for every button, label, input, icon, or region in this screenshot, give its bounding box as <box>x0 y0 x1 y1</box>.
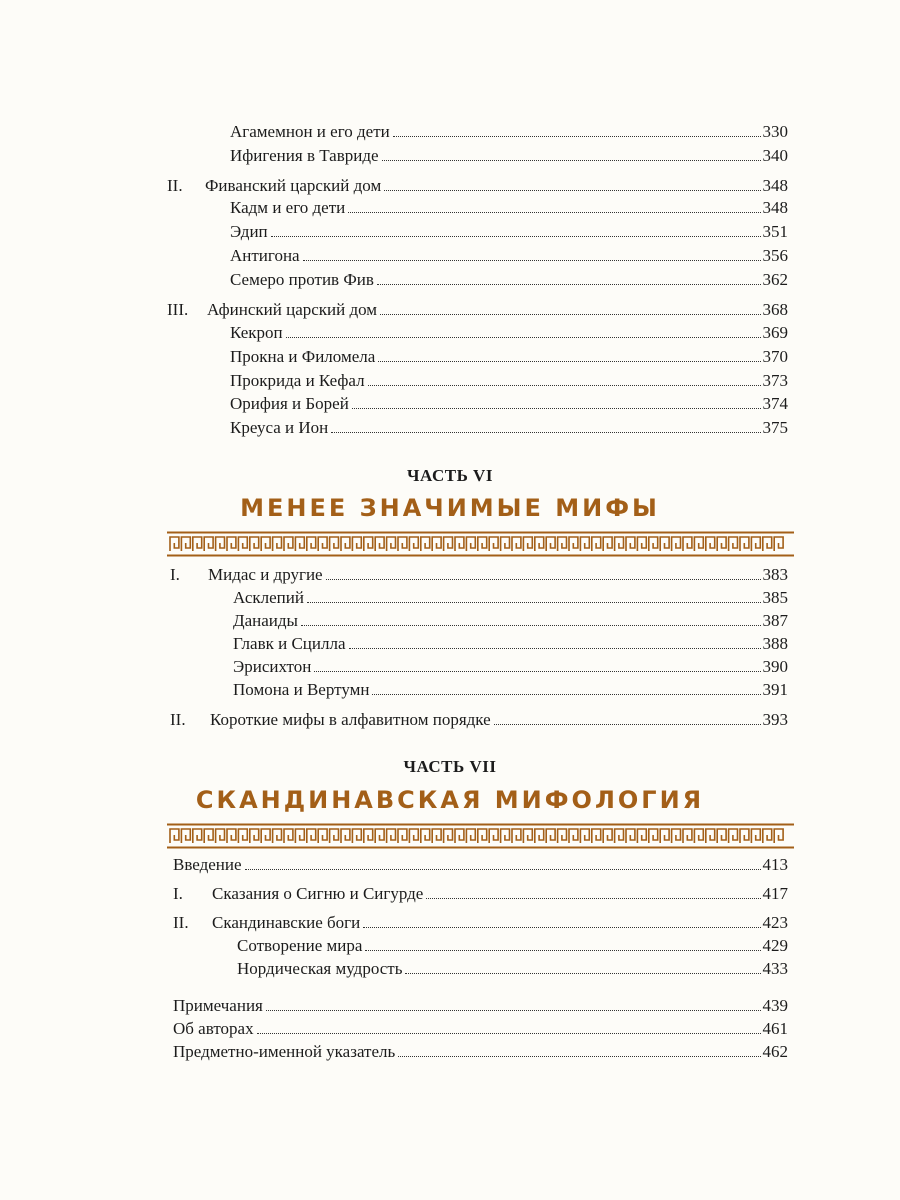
toc-entry-title: Афинский царский дом <box>207 300 378 319</box>
toc-entry-title: Агамемнон и его дети <box>230 122 390 141</box>
toc-entry-page: 330 <box>762 122 788 141</box>
dot-leader <box>314 671 760 672</box>
toc-entry-title: Эрисихтон <box>233 657 312 676</box>
toc-entry <box>173 996 788 1016</box>
toc-entry-title: Предметно-именной указатель <box>173 1042 396 1061</box>
dot-leader <box>405 973 760 974</box>
toc-entry <box>233 680 788 700</box>
section-number: II. <box>170 710 186 729</box>
section-number: II. <box>167 176 183 195</box>
toc-entry <box>233 611 788 631</box>
toc-entry-page: 374 <box>762 394 788 413</box>
toc-entry <box>230 122 788 142</box>
toc-entry <box>230 418 788 438</box>
toc-entry-title: Примечания <box>173 996 263 1015</box>
toc-entry <box>230 146 788 166</box>
toc-entry-page: 439 <box>762 996 788 1015</box>
toc-entry <box>210 710 788 730</box>
toc-entry <box>212 913 788 933</box>
toc-entry-title: Кекроп <box>230 323 283 342</box>
dot-leader <box>494 724 761 725</box>
dot-leader <box>380 314 760 315</box>
toc-entry-title: Сотворение мира <box>237 936 363 955</box>
toc-entry-page: 370 <box>762 347 788 366</box>
toc-entry-page: 373 <box>762 371 788 390</box>
toc-entry-page: 368 <box>762 300 788 319</box>
dot-leader <box>393 136 761 137</box>
part-label: ЧАСТЬ VI <box>407 466 493 485</box>
dot-leader <box>368 385 761 386</box>
toc-entry <box>208 565 788 585</box>
part-label: ЧАСТЬ VII <box>403 757 497 776</box>
toc-entry-page: 461 <box>762 1019 788 1038</box>
toc-entry-title: Эдип <box>230 222 268 241</box>
toc-entry <box>230 270 788 290</box>
toc-entry-title: Прокрида и Кефал <box>230 371 365 390</box>
toc-entry-title: Асклепий <box>233 588 304 607</box>
toc-entry-title: Главк и Сцилла <box>233 634 346 653</box>
dot-leader <box>372 694 760 695</box>
toc-entry-page: 433 <box>762 959 788 978</box>
toc-entry-title: Короткие мифы в алфавитном порядке <box>210 710 491 729</box>
dot-leader <box>382 160 761 161</box>
dot-leader <box>398 1056 760 1057</box>
toc-entry <box>205 176 788 196</box>
toc-entry-page: 423 <box>762 913 788 932</box>
toc-entry-page: 348 <box>762 176 788 195</box>
toc-entry-page: 462 <box>762 1042 788 1061</box>
toc-entry-page: 393 <box>762 710 788 729</box>
toc-entry-title: Фиванский царский дом <box>205 176 382 195</box>
toc-entry-title: Антигона <box>230 246 300 265</box>
toc-entry <box>233 634 788 654</box>
toc-entry-title: Введение <box>173 855 242 874</box>
toc-entry-title: Скандинавские боги <box>212 913 361 932</box>
part-title: МЕНЕЕ ЗНАЧИМЫЕ МИФЫ <box>240 494 660 522</box>
greek-key-ornament <box>167 823 794 849</box>
dot-leader <box>286 337 761 338</box>
section-number: I. <box>173 884 183 903</box>
dot-leader <box>378 361 760 362</box>
toc-entry-page: 375 <box>762 418 788 437</box>
toc-entry-page: 369 <box>762 323 788 342</box>
toc-entry-title: Семеро против Фив <box>230 270 374 289</box>
toc-entry-page: 387 <box>762 611 788 630</box>
toc-entry <box>230 246 788 266</box>
toc-entry <box>230 394 788 414</box>
toc-entry-page: 413 <box>762 855 788 874</box>
toc-entry-title: Ифигения в Тавриде <box>230 146 379 165</box>
dot-leader <box>303 260 761 261</box>
dot-leader <box>245 869 761 870</box>
dot-leader <box>384 190 760 191</box>
toc-entry-title: Об авторах <box>173 1019 254 1038</box>
toc-entry-title: Мидас и другие <box>208 565 323 584</box>
toc-entry <box>173 1019 788 1039</box>
toc-entry <box>237 936 788 956</box>
toc-entry <box>233 588 788 608</box>
toc-entry-page: 383 <box>762 565 788 584</box>
toc-entry <box>230 222 788 242</box>
dot-leader <box>352 408 761 409</box>
part-title: СКАНДИНАВСКАЯ МИФОЛОГИЯ <box>195 786 705 814</box>
toc-entry <box>237 959 788 979</box>
toc-entry-page: 348 <box>762 198 788 217</box>
toc-entry-title: Кадм и его дети <box>230 198 346 217</box>
dot-leader <box>349 648 761 649</box>
dot-leader <box>266 1010 761 1011</box>
section-number: I. <box>170 565 180 584</box>
dot-leader <box>307 602 761 603</box>
toc-entry-title: Помона и Вертумн <box>233 680 370 699</box>
toc-entry-page: 417 <box>762 884 788 903</box>
toc-entry <box>230 347 788 367</box>
toc-entry <box>173 1042 788 1062</box>
toc-entry-title: Нордическая мудрость <box>237 959 403 978</box>
dot-leader <box>348 212 760 213</box>
dot-leader <box>363 927 760 928</box>
toc-entry-title: Сказания о Сигню и Сигурде <box>212 884 424 903</box>
toc-entry <box>207 300 788 320</box>
toc-entry-title: Прокна и Филомела <box>230 347 376 366</box>
toc-entry <box>212 884 788 904</box>
dot-leader <box>331 432 760 433</box>
dot-leader <box>301 625 761 626</box>
toc-entry-page: 362 <box>762 270 788 289</box>
section-number: III. <box>167 300 189 319</box>
section-number: II. <box>173 913 189 932</box>
toc-entry-page: 356 <box>762 246 788 265</box>
toc-entry <box>173 855 788 875</box>
toc-entry-page: 340 <box>762 146 788 165</box>
toc-entry-title: Орифия и Борей <box>230 394 349 413</box>
dot-leader <box>271 236 761 237</box>
dot-leader <box>326 579 761 580</box>
toc-entry-title: Данаиды <box>233 611 298 630</box>
toc-entry-page: 351 <box>762 222 788 241</box>
dot-leader <box>257 1033 761 1034</box>
toc-entry-page: 390 <box>762 657 788 676</box>
toc-entry <box>230 323 788 343</box>
toc-entry <box>233 657 788 677</box>
dot-leader <box>377 284 761 285</box>
toc-entry <box>230 198 788 218</box>
toc-entry-page: 429 <box>762 936 788 955</box>
toc-entry <box>230 371 788 391</box>
greek-key-ornament <box>167 531 794 557</box>
dot-leader <box>365 950 760 951</box>
toc-entry-title: Креуса и Ион <box>230 418 329 437</box>
toc-entry-page: 388 <box>762 634 788 653</box>
dot-leader <box>426 898 760 899</box>
toc-entry-page: 385 <box>762 588 788 607</box>
toc-entry-page: 391 <box>762 680 788 699</box>
